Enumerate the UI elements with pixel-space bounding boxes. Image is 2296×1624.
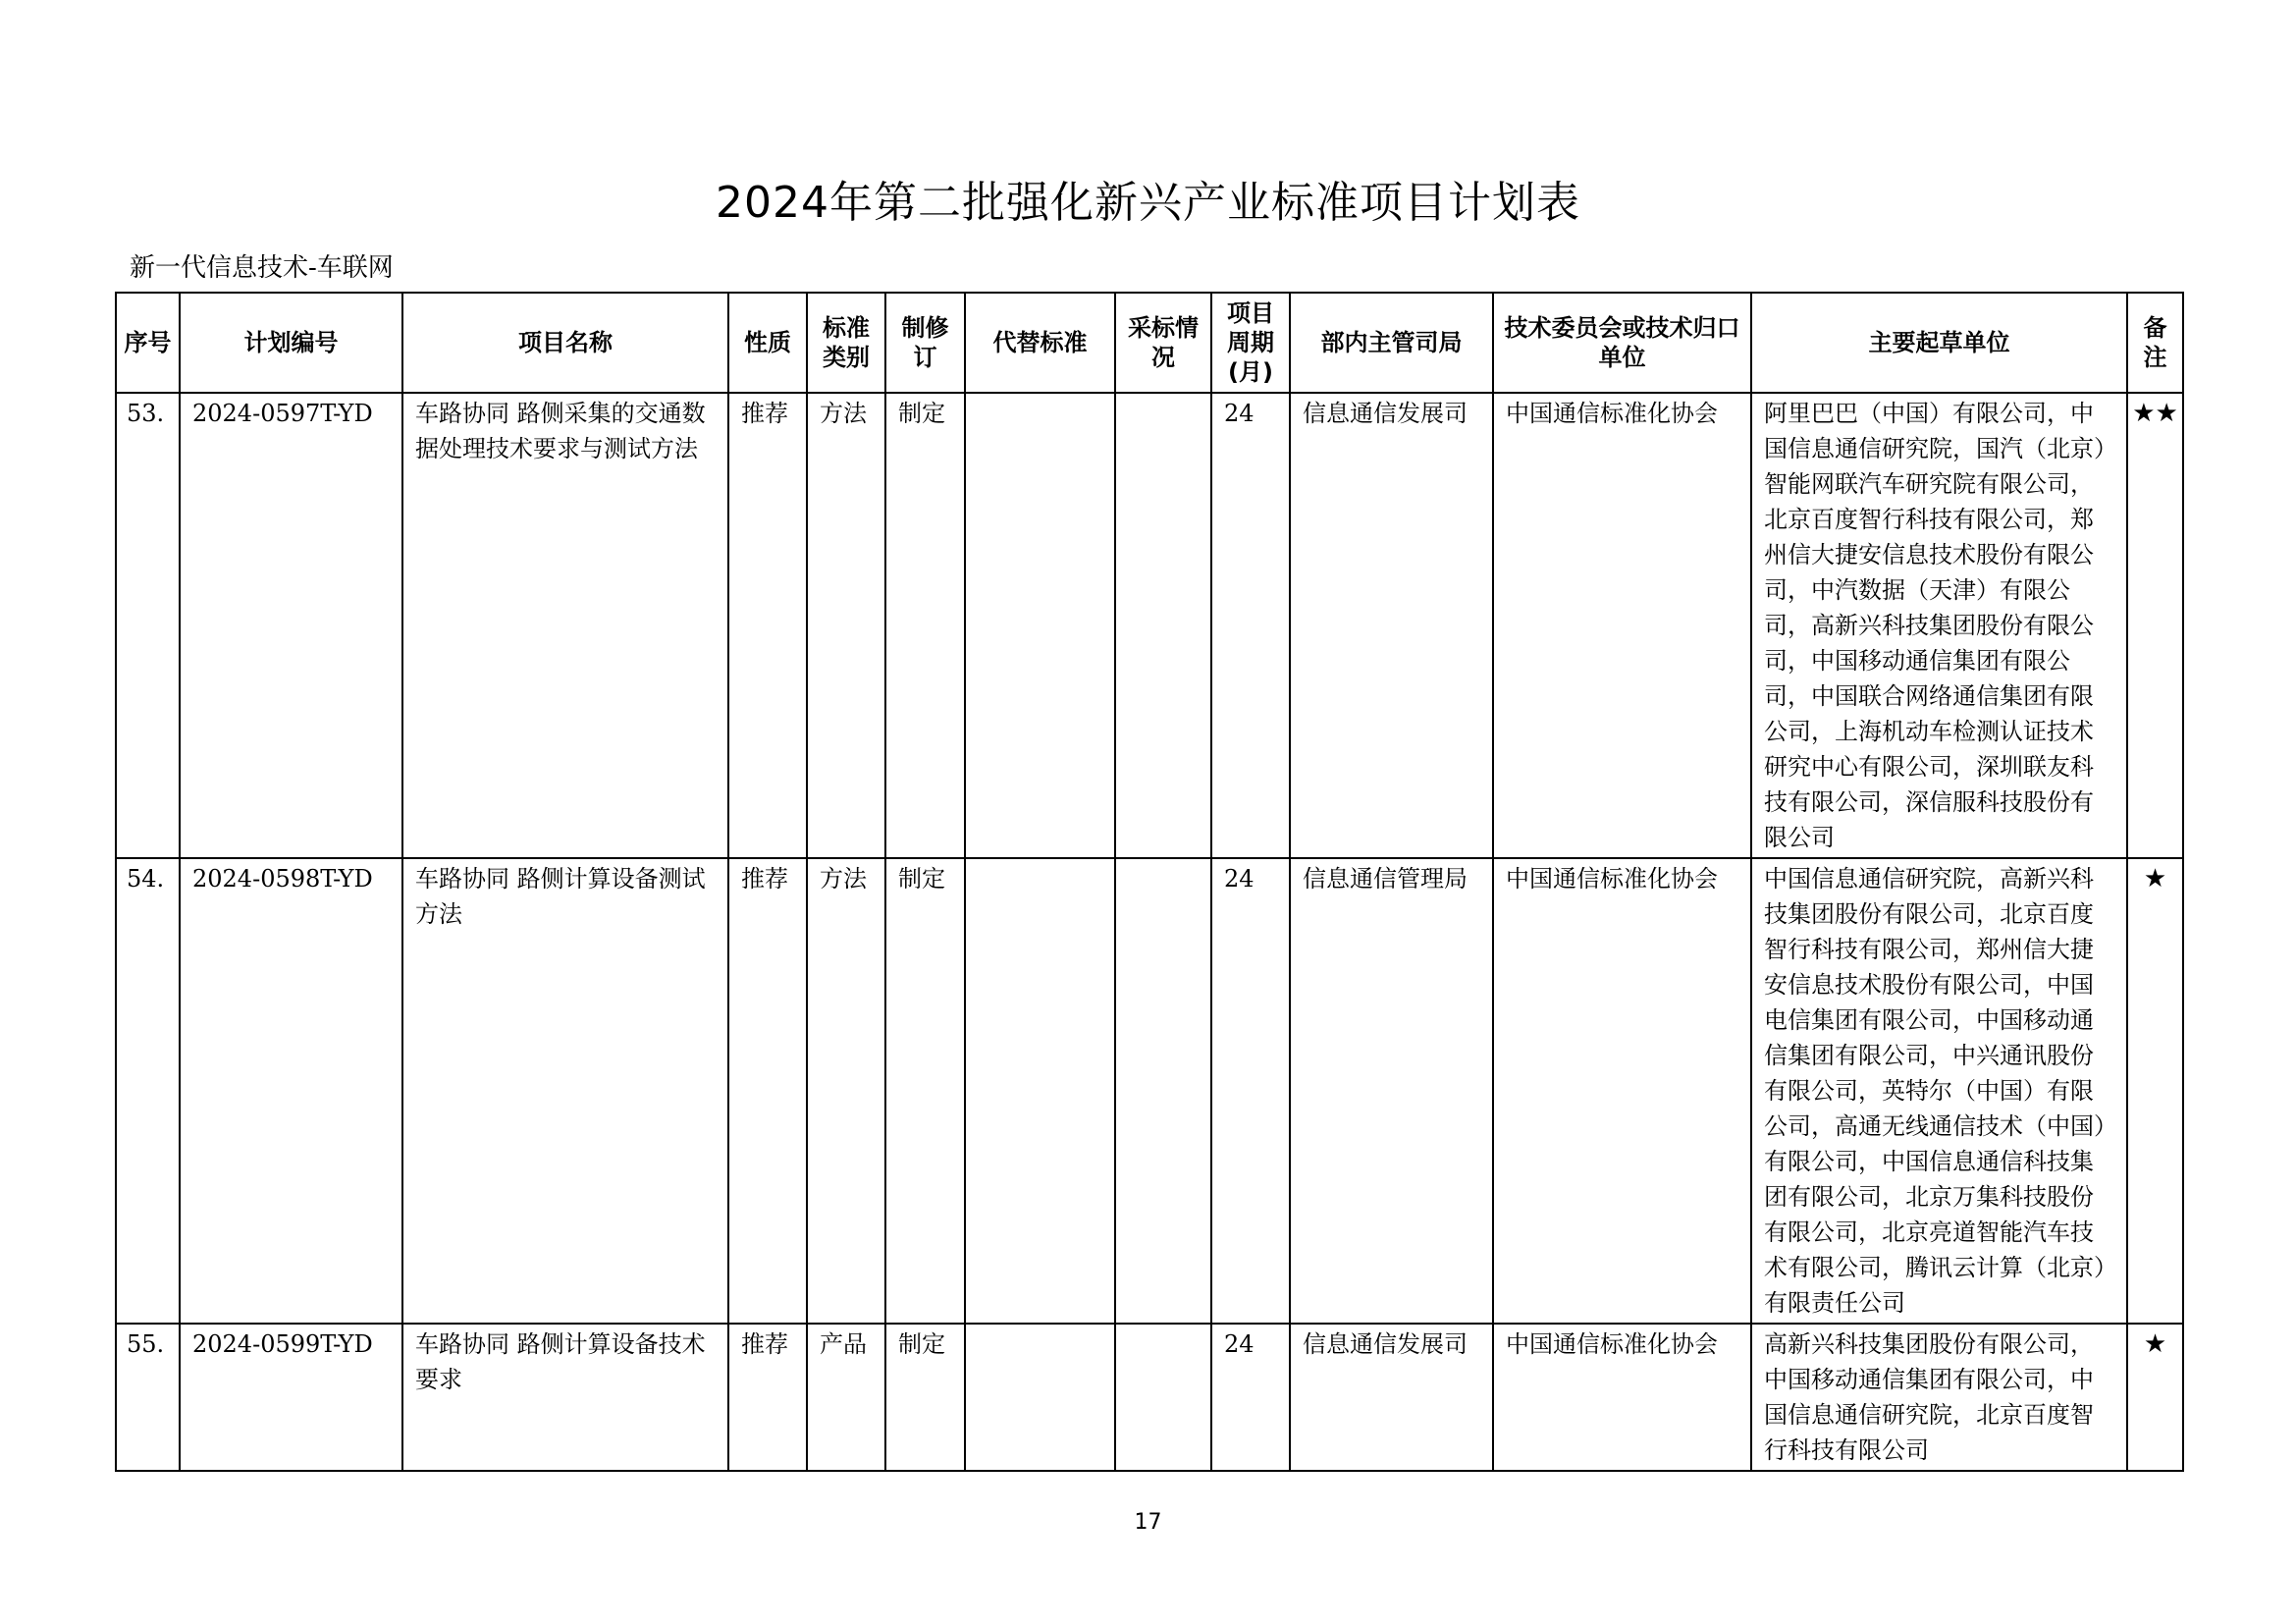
- cell-nature: 推荐: [728, 393, 807, 858]
- page-title: 2024年第二批强化新兴产业标准项目计划表: [716, 178, 1580, 228]
- cell-replace: [965, 393, 1115, 858]
- cell-remark: ★: [2127, 858, 2183, 1324]
- header-period: 项目周期(月): [1211, 293, 1290, 393]
- cell-std-type: 产品: [807, 1324, 885, 1471]
- category-label: 新一代信息技术-车联网: [130, 253, 394, 283]
- header-remark: 备注: [2127, 293, 2183, 393]
- cell-make-revise: 制定: [885, 393, 965, 858]
- cell-name: 车路协同 路侧计算设备测试方法: [402, 858, 728, 1324]
- cell-name: 车路协同 路侧采集的交通数据处理技术要求与测试方法: [402, 393, 728, 858]
- cell-seq: 55.: [116, 1324, 180, 1471]
- cell-plan-no: 2024-0598T-YD: [180, 858, 402, 1324]
- cell-nature: 推荐: [728, 1324, 807, 1471]
- header-plan-no: 计划编号: [180, 293, 402, 393]
- header-adopt: 采标情况: [1115, 293, 1211, 393]
- header-replace: 代替标准: [965, 293, 1115, 393]
- cell-plan-no: 2024-0597T-YD: [180, 393, 402, 858]
- header-committee: 技术委员会或技术归口单位: [1493, 293, 1751, 393]
- cell-remark: ★: [2127, 1324, 2183, 1471]
- cell-seq: 54.: [116, 858, 180, 1324]
- table-row: [116, 393, 2183, 858]
- table-row: [116, 1324, 2183, 1471]
- cell-name: 车路协同 路侧计算设备技术要求: [402, 1324, 728, 1471]
- header-nature: 性质: [728, 293, 807, 393]
- cell-dept: 信息通信管理局: [1290, 858, 1493, 1324]
- cell-drafters: 中国信息通信研究院，高新兴科技集团股份有限公司，北京百度智行科技有限公司，郑州信大捷安信息技术股份有限公司，中国电信集团有限公司，中国移动通信集团有限公司，中兴通讯股份有限公司，英特尔（中国）有限公司，高通无线通信技术（中国）有限公司，中国信息通信科技集团有限公司，北京万集科技股份有限公司，北京亮道智能汽车技术有限公司，腾讯云计算（北京）有限责任公司: [1751, 858, 2127, 1324]
- header-seq: 序号: [116, 293, 180, 393]
- header-make-revise: 制修订: [885, 293, 965, 393]
- cell-replace: [965, 858, 1115, 1324]
- cell-period: 24: [1211, 393, 1290, 858]
- cell-drafters: 阿里巴巴（中国）有限公司，中国信息通信研究院，国汽（北京）智能网联汽车研究院有限公司，北京百度智行科技有限公司，郑州信大捷安信息技术股份有限公司，中汽数据（天津）有限公司，高新兴科技集团股份有限公司，中国移动通信集团有限公司，中国联合网络通信集团有限公司，上海机动车检测认证技术研究中心有限公司，深圳联友科技有限公司，深信服科技股份有限公司: [1751, 393, 2127, 858]
- plan-table: [115, 292, 2184, 1472]
- cell-replace: [965, 1324, 1115, 1471]
- cell-period: 24: [1211, 858, 1290, 1324]
- table-row: [116, 858, 2183, 1324]
- cell-committee: 中国通信标准化协会: [1493, 393, 1751, 858]
- cell-adopt: [1115, 393, 1211, 858]
- cell-dept: 信息通信发展司: [1290, 393, 1493, 858]
- cell-dept: 信息通信发展司: [1290, 1324, 1493, 1471]
- cell-plan-no: 2024-0599T-YD: [180, 1324, 402, 1471]
- cell-drafters: 高新兴科技集团股份有限公司，中国移动通信集团有限公司，中国信息通信研究院，北京百度智行科技有限公司: [1751, 1324, 2127, 1471]
- cell-nature: 推荐: [728, 858, 807, 1324]
- cell-make-revise: 制定: [885, 858, 965, 1324]
- cell-seq: 53.: [116, 393, 180, 858]
- cell-period: 24: [1211, 1324, 1290, 1471]
- header-row: [116, 293, 2183, 393]
- page-number: 17: [1134, 1510, 1162, 1535]
- cell-std-type: 方法: [807, 393, 885, 858]
- header-drafters: 主要起草单位: [1751, 293, 2127, 393]
- cell-committee: 中国通信标准化协会: [1493, 1324, 1751, 1471]
- cell-std-type: 方法: [807, 858, 885, 1324]
- cell-committee: 中国通信标准化协会: [1493, 858, 1751, 1324]
- cell-adopt: [1115, 858, 1211, 1324]
- cell-make-revise: 制定: [885, 1324, 965, 1471]
- header-std-type: 标准类别: [807, 293, 885, 393]
- cell-adopt: [1115, 1324, 1211, 1471]
- header-dept: 部内主管司局: [1290, 293, 1493, 393]
- cell-remark: ★★: [2127, 393, 2183, 858]
- header-name: 项目名称: [402, 293, 728, 393]
